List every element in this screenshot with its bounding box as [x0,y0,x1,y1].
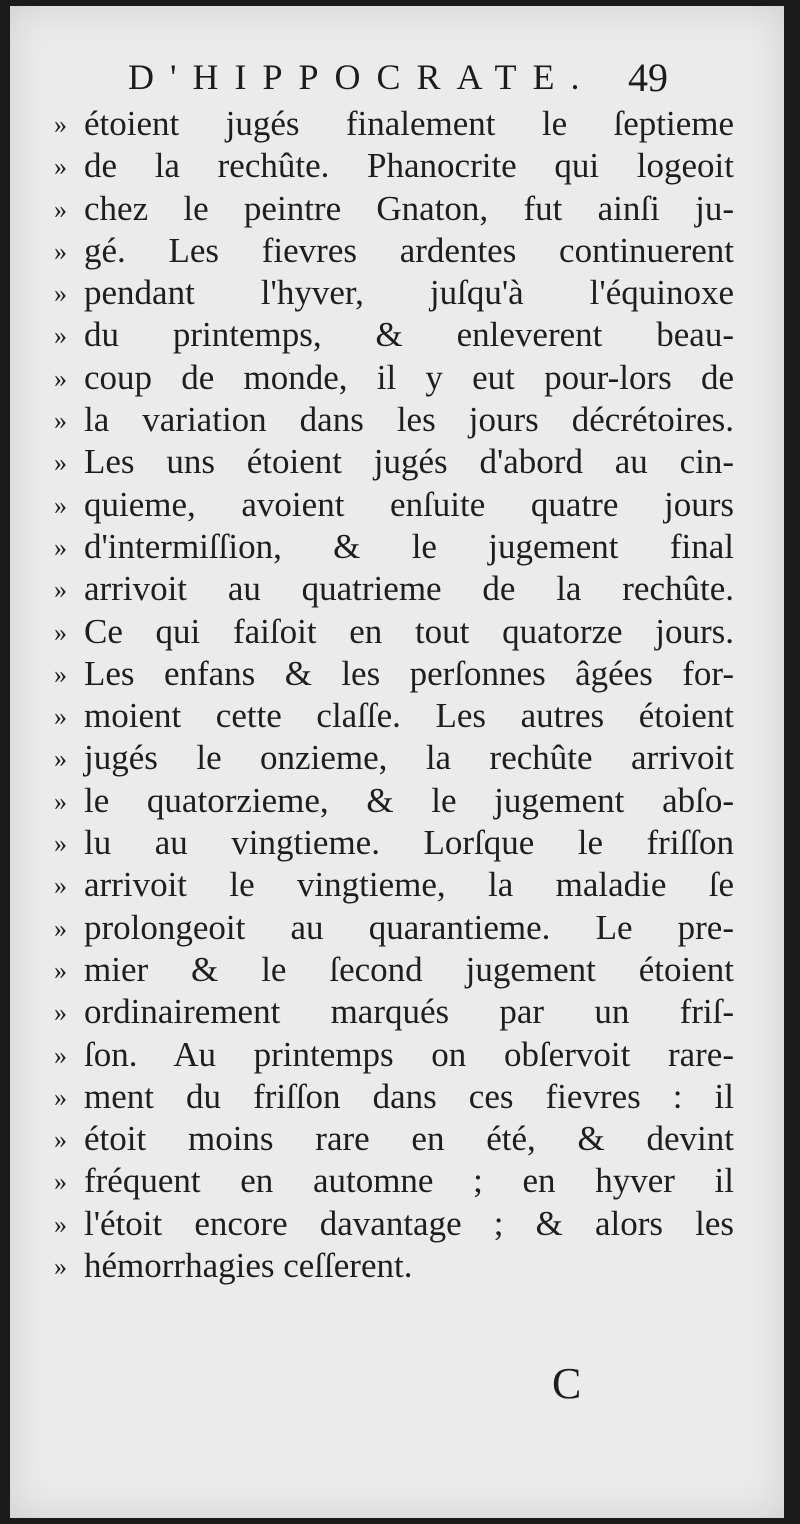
text-line [54,653,744,695]
text-line [54,145,744,187]
quotation-mark: » [54,1125,67,1155]
line-text: lu au vingtieme. Lorſque le friſſon [84,823,734,863]
text-line [54,568,744,610]
line-text: hémorrhagies ceſſerent. [84,1246,413,1286]
line-text: gé. Les fievres ardentes continuerent [84,230,734,270]
page-header [10,56,784,106]
text-line [54,314,744,356]
text-line [54,103,744,145]
quotation-mark: » [54,448,67,478]
line-text: Les uns étoient jugés d'abord au cin- [84,442,734,482]
line-text: arrivoit au quatrieme de la rechûte. [84,569,734,609]
line-text: le quatorzieme, & le jugement abſo- [84,780,734,820]
quotation-mark: » [54,110,67,139]
line-text: ordinairement marqués par un friſ- [84,992,734,1032]
line-text: prolongeoit au quarantieme. Le pre- [84,907,734,947]
quotation-mark: » [54,998,67,1028]
line-text: mier & le ſecond jugement étoient [84,949,734,989]
text-line [54,780,744,822]
text-line [54,272,744,314]
text-line [54,484,744,526]
text-line [54,737,744,779]
text-line [54,611,744,653]
line-text: du printemps, & enleverent beau- [84,315,734,355]
text-line [54,357,744,399]
line-text: la variation dans les jours décrétoires. [84,400,734,440]
quotation-mark: » [54,152,67,182]
line-text: d'intermiſſion, & le jugement final [84,526,734,566]
text-line [54,526,744,568]
quotation-mark: » [54,236,67,266]
quotation-mark: » [54,321,67,351]
line-text: quieme, avoient enſuite quatre jours [84,484,734,524]
quotation-mark: » [54,744,67,774]
text-line [54,1118,744,1160]
line-text: ment du friſſon dans ces fievres : il [84,1076,734,1116]
line-text: étoit moins rare en été, & devint [84,1119,734,1159]
text-line [54,1160,744,1202]
line-text: de la rechûte. Phanocrite qui logeoit [84,146,734,186]
text-line [54,822,744,864]
book-page [10,6,784,1518]
quotation-mark: » [54,490,67,520]
quotation-mark: » [54,1252,67,1282]
quotation-mark: » [54,955,67,985]
line-text: coup de monde, il y eut pour-lors de [84,357,734,397]
text-line [54,907,744,949]
running-title: D'HIPPOCRATE. [128,57,596,97]
quotation-mark: » [54,279,67,309]
quotation-mark: » [54,575,67,605]
page-number: 49 [628,55,668,100]
quotation-mark: » [54,1167,67,1197]
line-text: moient cette claſſe. Les autres étoient [84,696,734,736]
body-text [54,103,744,1287]
signature-mark: C [552,1359,582,1408]
quotation-mark: » [54,363,67,393]
line-text: ſon. Au printemps on obſervoit rare- [84,1034,734,1074]
quotation-mark: » [54,702,67,732]
text-line [54,441,744,483]
line-text: arrivoit le vingtieme, la maladie ſe [84,865,734,905]
text-line [54,1034,744,1076]
quotation-mark: » [54,1209,67,1239]
quotation-mark: » [54,1082,67,1112]
quotation-mark: » [54,1040,67,1070]
quotation-mark: » [54,829,67,859]
text-line [54,991,744,1033]
quotation-mark: » [54,786,67,816]
line-text: étoient jugés finalement le ſeptieme [84,104,734,143]
text-line [54,949,744,991]
line-text: jugés le onzieme, la rechûte arrivoit [84,738,734,778]
text-line [54,695,744,737]
quotation-mark: » [54,617,67,647]
quotation-mark: » [54,194,67,224]
text-line [54,1076,744,1118]
text-line [54,1245,744,1287]
line-text: pendant l'hyver, juſqu'à l'équinoxe [84,273,734,313]
quotation-mark: » [54,532,67,562]
line-text: l'étoit encore davantage ; & alors les [84,1203,734,1243]
text-line [54,230,744,272]
text-line [54,399,744,441]
line-text: Ce qui faiſoit en tout quatorze jours. [84,611,734,651]
text-line [54,864,744,906]
line-text: Les enfans & les perſonnes âgées for- [84,653,734,693]
quotation-mark: » [54,913,67,943]
line-text: chez le peintre Gnaton, fut ainſi ju- [84,188,734,228]
quotation-mark: » [54,659,67,689]
text-line [54,188,744,230]
quotation-mark: » [54,871,67,901]
text-line [54,1203,744,1245]
quotation-mark: » [54,406,67,436]
line-text: fréquent en automne ; en hyver il [84,1161,734,1201]
